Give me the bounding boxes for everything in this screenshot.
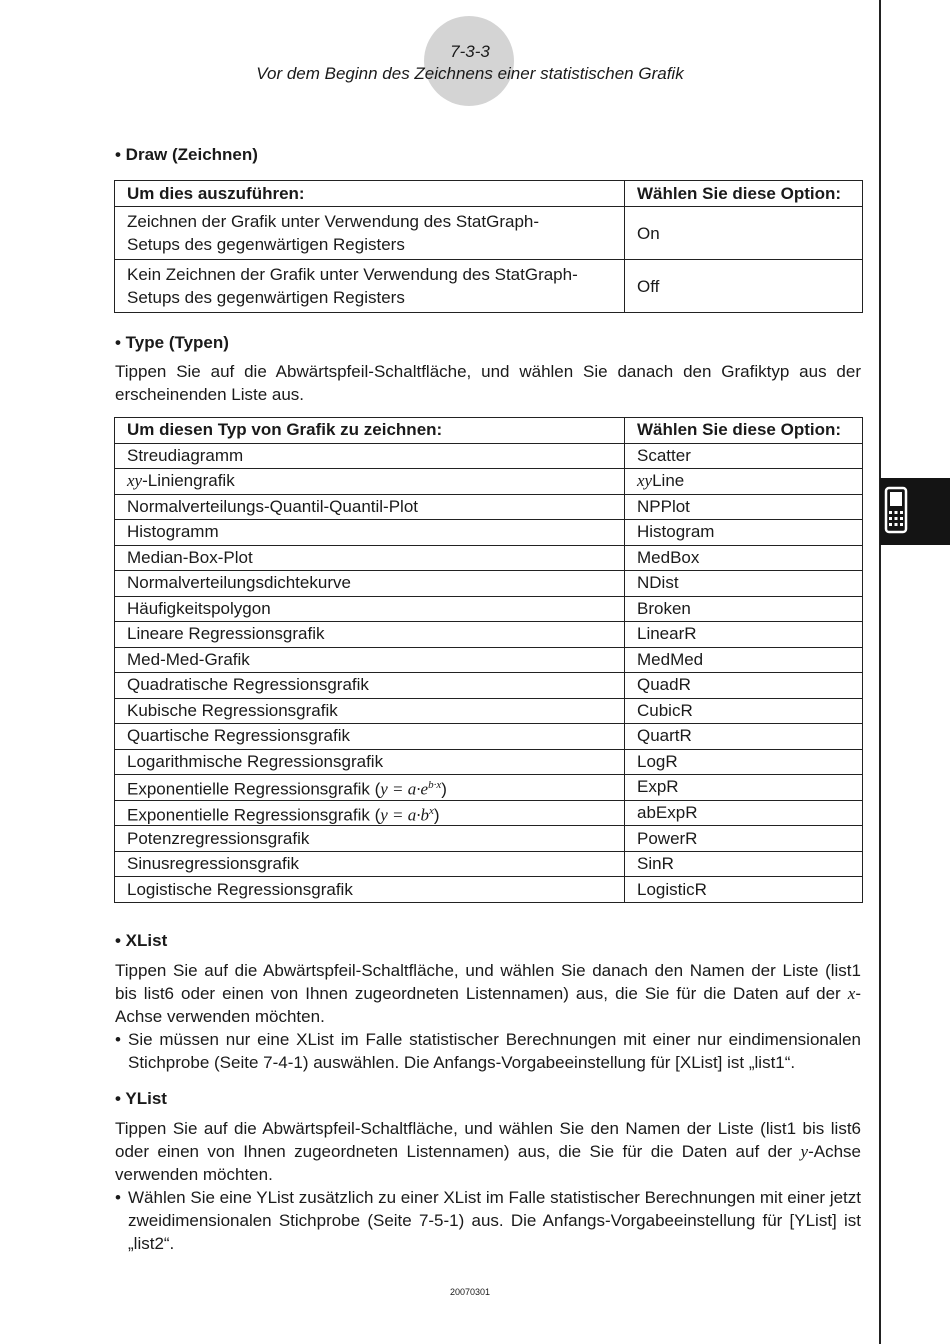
table-row: [115, 545, 863, 571]
type-cell: Quadratische Regressionsgrafik: [115, 673, 625, 699]
calculator-icon: [880, 478, 950, 545]
type-cell: Histogramm: [115, 520, 625, 546]
table-row: [115, 622, 863, 648]
type-cell: Logarithmische Regressionsgrafik: [115, 749, 625, 775]
type-heading: • Type (Typen): [115, 333, 229, 352]
option-cell: MedBox: [625, 545, 863, 571]
option-cell: CubicR: [625, 698, 863, 724]
right-margin-line: [879, 0, 881, 1344]
ylist-paragraph: Tippen Sie auf die Abwärtspfeil-Schaltfläche, und wählen Sie den Namen der Liste (list1 bis list6 oder einen von Ihnen zugeordneten Listennamen) aus, die Sie für die Daten auf der y-Achse verwenden möchten.: [115, 1119, 861, 1184]
type-table: [114, 417, 863, 903]
draw-col2-header: Wählen Sie diese Option:: [625, 181, 863, 207]
table-row: [115, 207, 863, 260]
table-row: [115, 596, 863, 622]
type-cell: Lineare Regressionsgrafik: [115, 622, 625, 648]
xlist-bullet: • Sie müssen nur eine XList im Falle statistischer Berechnungen mit einer nur eindimensionalen Stichprobe (Seite 7-4-1) auswählen. Die Anfangs-Vorgabeeinstellung für [XList] ist „list1“.: [115, 1030, 861, 1072]
draw-table: [114, 180, 863, 313]
table-row: [115, 698, 863, 724]
page-title: Vor dem Beginn des Zeichnens einer statistischen Grafik: [256, 64, 684, 83]
type-intro: Tippen Sie auf die Abwärtspfeil-Schaltfläche, und wählen Sie danach den Grafiktyp aus der erscheinenden Liste aus.: [115, 362, 861, 404]
option-cell: LinearR: [625, 622, 863, 648]
table-row: [115, 647, 863, 673]
table-row: [115, 469, 863, 495]
option-cell: PowerR: [625, 826, 863, 852]
type-cell: xy-Liniengrafik: [115, 469, 625, 495]
table-row: [115, 826, 863, 852]
table-row: [115, 724, 863, 750]
type-cell: Kubische Regressionsgrafik: [115, 698, 625, 724]
option-cell: QuadR: [625, 673, 863, 699]
type-cell: Sinusregressionsgrafik: [115, 851, 625, 877]
option-cell: Scatter: [625, 443, 863, 469]
table-row: [115, 800, 863, 826]
table-row: [115, 520, 863, 546]
type-cell: Median-Box-Plot: [115, 545, 625, 571]
table-row: [115, 443, 863, 469]
table-row: [115, 260, 863, 313]
type-cell: Potenzregressionsgrafik: [115, 826, 625, 852]
option-cell: abExpR: [625, 800, 863, 826]
type-cell: Normalverteilungs-Quantil-Quantil-Plot: [115, 494, 625, 520]
footer-code: 20070301: [449, 1287, 491, 1297]
option-cell: ExpR: [625, 775, 863, 801]
option-cell: Histogram: [625, 520, 863, 546]
page-number: 7-3-3: [450, 42, 490, 61]
table-row: [115, 494, 863, 520]
draw-heading: • Draw (Zeichnen): [115, 145, 258, 164]
option-cell: Broken: [625, 596, 863, 622]
ylist-bullet: • Wählen Sie eine YList zusätzlich zu einer XList im Falle statistischer Berechnungen mit einer jetzt zweidimensionalen Stichprobe (Seite 7-5-1) aus. Die Anfangs-Vorgabeeinstellung für [YList] ist „list2“.: [115, 1188, 861, 1253]
draw-action-cell: Kein Zeichnen der Grafik unter Verwendung des StatGraph- Setups des gegenwärtigen Registers: [115, 260, 625, 313]
table-row: [115, 749, 863, 775]
type-col1-header: Um diesen Typ von Grafik zu zeichnen:: [115, 418, 625, 444]
option-cell: xyLine: [625, 469, 863, 495]
option-cell: MedMed: [625, 647, 863, 673]
table-row: [115, 775, 863, 801]
option-cell: NDist: [625, 571, 863, 597]
table-row: [115, 571, 863, 597]
option-cell: SinR: [625, 851, 863, 877]
type-col2-header: Wählen Sie diese Option:: [625, 418, 863, 444]
table-row: [115, 877, 863, 903]
draw-option-cell: Off: [625, 260, 863, 313]
type-cell: Normalverteilungsdichtekurve: [115, 571, 625, 597]
type-cell: Logistische Regressionsgrafik: [115, 877, 625, 903]
table-row: [115, 851, 863, 877]
chapter-tab: [880, 478, 950, 545]
type-cell: Med-Med-Grafik: [115, 647, 625, 673]
table-row: [115, 673, 863, 699]
option-cell: LogisticR: [625, 877, 863, 903]
ylist-heading: • YList: [115, 1089, 167, 1108]
type-cell: Quartische Regressionsgrafik: [115, 724, 625, 750]
xlist-heading: • XList: [115, 931, 168, 950]
type-cell: Exponentielle Regressionsgrafik $(y = a\cdot e^{b\cdot x})$: [115, 775, 625, 801]
type-cell: Streudiagramm: [115, 443, 625, 469]
option-cell: QuartR: [625, 724, 863, 750]
type-cell: Exponentielle Regressionsgrafik $(y = a\cdot b^x)$: [115, 800, 625, 826]
type-cell: Häufigkeitspolygon: [115, 596, 625, 622]
draw-option-cell: On: [625, 207, 863, 260]
draw-col1-header: Um dies auszuführen:: [115, 181, 625, 207]
option-cell: LogR: [625, 749, 863, 775]
option-cell: NPPlot: [625, 494, 863, 520]
draw-action-cell: Zeichnen der Grafik unter Verwendung des StatGraph- Setups des gegenwärtigen Registers: [115, 207, 625, 260]
xlist-paragraph: Tippen Sie auf die Abwärtspfeil-Schaltfläche, und wählen Sie danach den Namen der Liste (list1 bis list6 oder einen von Ihnen zugeordneten Listennamen) aus, die Sie für die Daten auf der x-Achse verwenden möchten.: [115, 961, 861, 1026]
